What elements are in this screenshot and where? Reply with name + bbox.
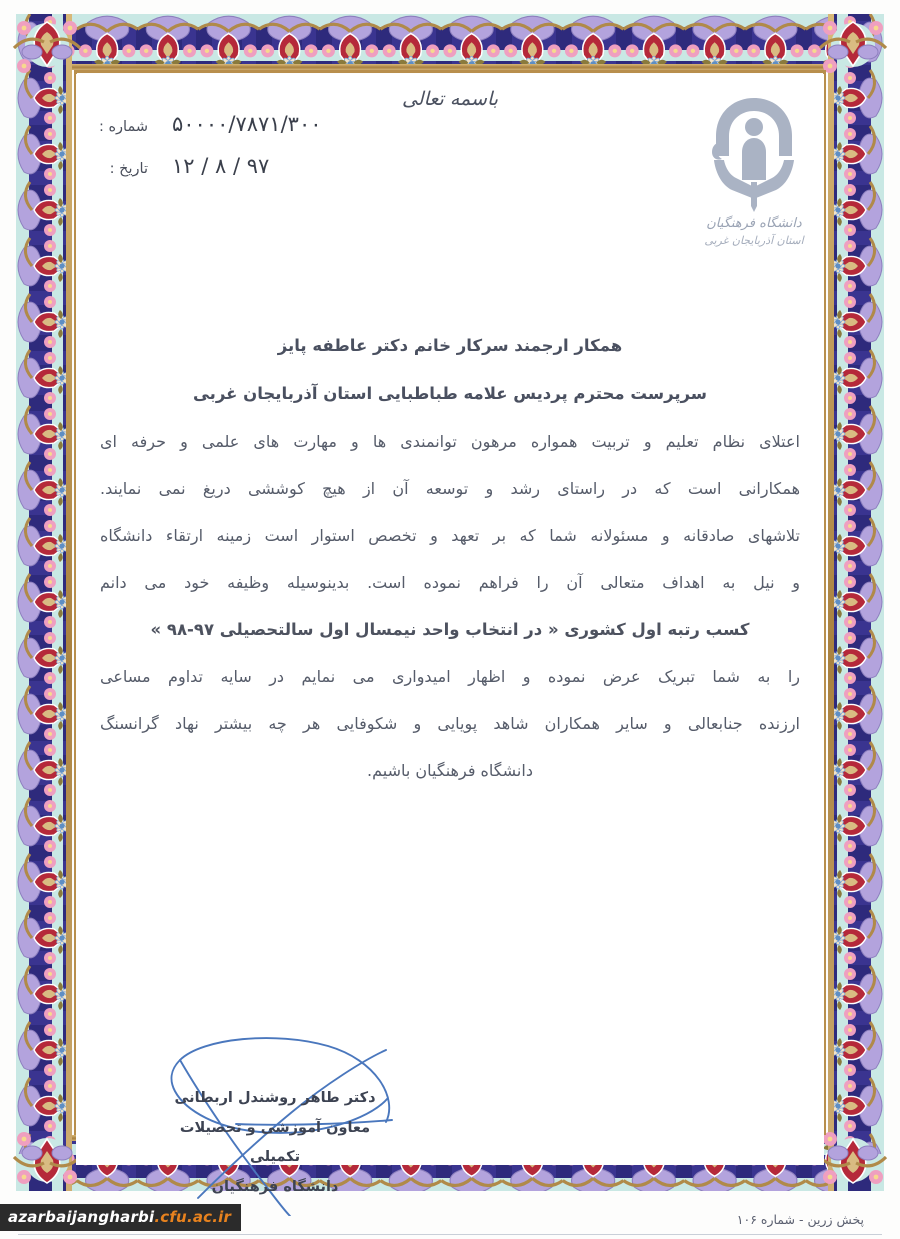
- border-motif-left-icon: [16, 14, 72, 1154]
- border-left: [16, 14, 72, 1191]
- corner-medallion-top-right-icon: [816, 8, 890, 82]
- basmala-invocation: باسمه تعالی: [401, 88, 499, 110]
- letter-sheet: [76, 74, 824, 1196]
- signatory-organization: دانشگاه فرهنگیان: [211, 1179, 339, 1196]
- letter-number-value: ۵۰۰۰۰/۷۸۷۱/۳۰۰: [172, 112, 322, 136]
- corner-medallion-top-left-icon: [10, 8, 84, 82]
- border-right: [828, 14, 884, 1191]
- body-line-6: را به شما تبریک عرض نموده و اظهار امیدواری می نمایم در سایه تداوم مساعی: [100, 667, 800, 687]
- print-house-note: پخش زرین - شماره ۱۰۶: [736, 1212, 864, 1227]
- farhangian-university-emblem-icon: [702, 94, 806, 212]
- letter-date-value: ۹۷ / ۸ / ۱۲: [172, 154, 270, 178]
- border-top: [16, 14, 884, 70]
- letter-number-row: [90, 112, 390, 136]
- addressee-block: [100, 336, 800, 404]
- body-line-1: اعتلای نظام تعلیم و تربیت همواره مرهون توانمندی ها و مهارت های علمی و حرفه ای: [100, 431, 800, 451]
- letter-metadata: [90, 112, 390, 196]
- letter-body: [100, 336, 800, 1196]
- border-motif-right-icon: [828, 14, 884, 1154]
- university-province: استان آذربایجان غربی: [704, 233, 804, 247]
- award-title-line: کسب رتبه اول کشوری « در انتخاب واحد نیمسال اول سالتحصیلی ۹۷-۹۸ »: [150, 619, 750, 639]
- body-line-4: و نیل به اهداف متعالی آن را فراهم نموده است. بدینوسیله وظیفه خود می دانم: [100, 572, 800, 592]
- university-name: دانشگاه فرهنگیان: [706, 216, 802, 231]
- body-line-7: ارزنده جنابعالی و سایر همکاران شاهد پویایی و شکوفایی هر چه بیشتر نهاد گرانسنگ: [100, 714, 800, 734]
- body-line-8: دانشگاه فرهنگیان باشیم.: [367, 761, 533, 781]
- letter-date-label: تاریخ :: [109, 161, 148, 177]
- signatory-details: [160, 1084, 390, 1203]
- page-footer: [0, 1193, 900, 1239]
- body-line-2: همکارانی است که در راستای رشد و توسعه آن از هیچ کوششی دریغ نمی نمایند.: [100, 478, 800, 498]
- letter-number-label: شماره :: [98, 119, 148, 135]
- addressee-title: سرپرست محترم پردیس علامه طباطبایی استان آذربایجان غربی: [192, 383, 708, 403]
- letter-paragraphs: [100, 431, 800, 781]
- footer-divider: [18, 1234, 882, 1235]
- signatory-name: دکتر طاهر روشندل اربطانی: [174, 1090, 376, 1106]
- border-motif-top-icon: [16, 14, 884, 70]
- corner-medallion-bottom-left-icon: [10, 1123, 84, 1197]
- watermark-domain: .cfu.ac.ir: [154, 1208, 232, 1226]
- letter-date-row: [90, 154, 390, 178]
- university-logo: [694, 94, 814, 247]
- watermark-site-name: azarbaijangharbi: [8, 1208, 155, 1226]
- body-line-3: تلاشهای صادقانه و مسئولانه شما که بر تعهد و تخصص استوار است زمینه ارتقاء دانشگاه: [100, 525, 800, 545]
- addressee-name: همکار ارجمند سرکار خانم دکتر عاطفه پایز: [277, 336, 623, 355]
- site-watermark: [0, 1204, 241, 1231]
- signatory-title: معاون آموزشی و تحصیلات تکمیلی: [179, 1119, 371, 1166]
- signature-block: [100, 1036, 800, 1216]
- corner-medallion-bottom-right-icon: [816, 1123, 890, 1197]
